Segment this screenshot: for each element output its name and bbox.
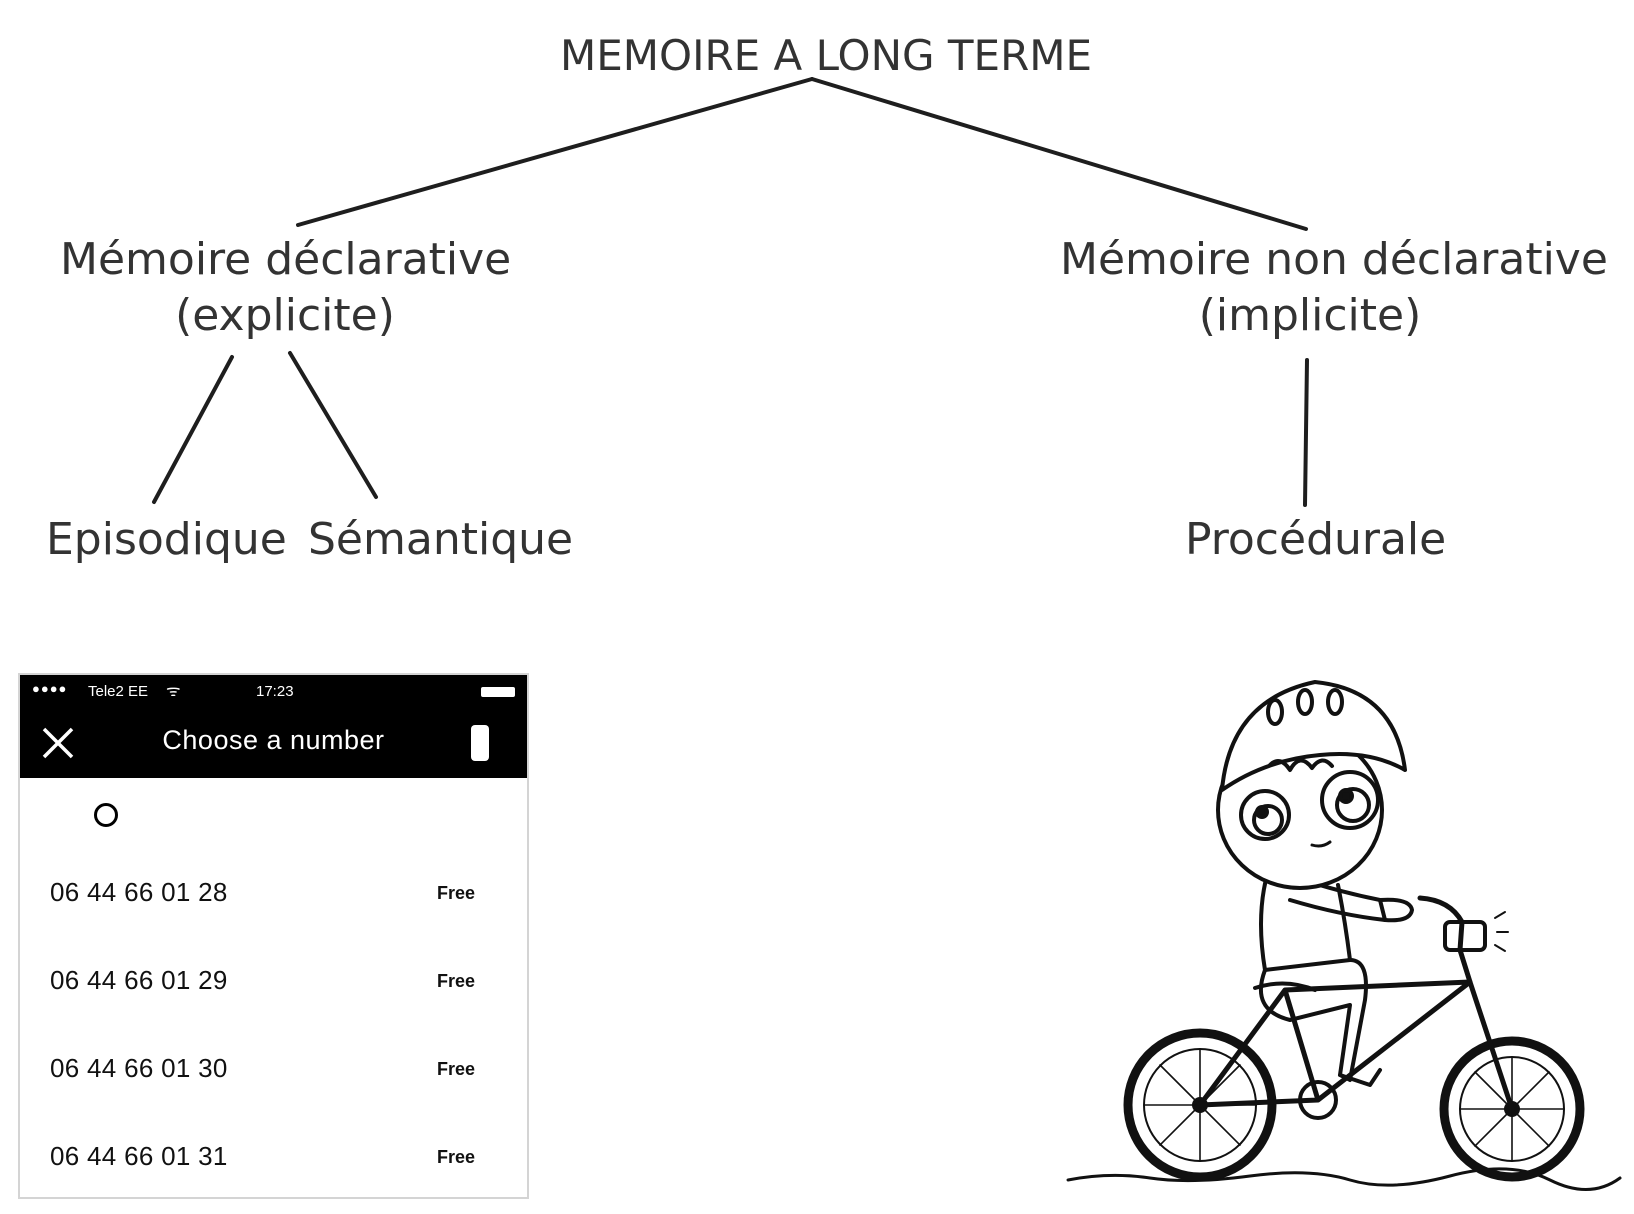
edge-root-declarative (298, 79, 812, 225)
non-declarative-memory-node (1060, 232, 1608, 344)
number-row[interactable] (50, 951, 497, 1011)
number-status: Free (436, 1147, 475, 1167)
status-time: 17:23 (256, 683, 294, 700)
declarative-memory-node (60, 232, 510, 344)
procedural-node: Procédurale (1185, 514, 1447, 565)
battery-icon (481, 687, 515, 697)
semantic-node: Sémantique (308, 514, 574, 565)
number-value: 06 44 66 01 31 (50, 1141, 228, 1171)
number-value: 06 44 66 01 28 (50, 877, 228, 907)
child-on-bicycle-illustration (1050, 660, 1630, 1200)
episodic-node: Episodique (46, 514, 287, 565)
number-status: Free (436, 883, 475, 903)
title-bar (20, 715, 527, 775)
signal-icon: ●●●● (32, 681, 68, 696)
edge-nondeclarative-procedural (1305, 360, 1307, 505)
non-declarative-sublabel: (implicite) (1198, 290, 1422, 341)
number-row[interactable] (50, 863, 497, 923)
declarative-sublabel: (explicite) (175, 290, 395, 341)
root-node: MEMOIRE A LONG TERME (560, 31, 1093, 80)
declarative-label: Mémoire déclarative (60, 234, 512, 285)
status-bar (20, 675, 527, 707)
phone-screenshot (18, 673, 529, 1199)
number-value: 06 44 66 01 30 (50, 1053, 228, 1083)
number-row[interactable] (50, 1039, 497, 1099)
number-status: Free (436, 1059, 475, 1079)
number-status: Free (436, 971, 475, 991)
number-row[interactable] (50, 1127, 497, 1187)
non-declarative-label: Mémoire non déclarative (1060, 234, 1608, 285)
radio-button-icon[interactable] (94, 803, 118, 827)
wifi-icon: ᯤ (166, 683, 181, 700)
edge-declarative-episodic (154, 357, 232, 502)
page-title: Choose a number (162, 725, 385, 755)
edge-root-nondeclarative (812, 79, 1306, 229)
carrier-label: Tele2 EE (88, 683, 149, 700)
phone-device-icon (471, 725, 489, 761)
phone-header (20, 675, 527, 778)
number-value: 06 44 66 01 29 (50, 965, 228, 995)
edge-declarative-semantic (290, 353, 376, 497)
